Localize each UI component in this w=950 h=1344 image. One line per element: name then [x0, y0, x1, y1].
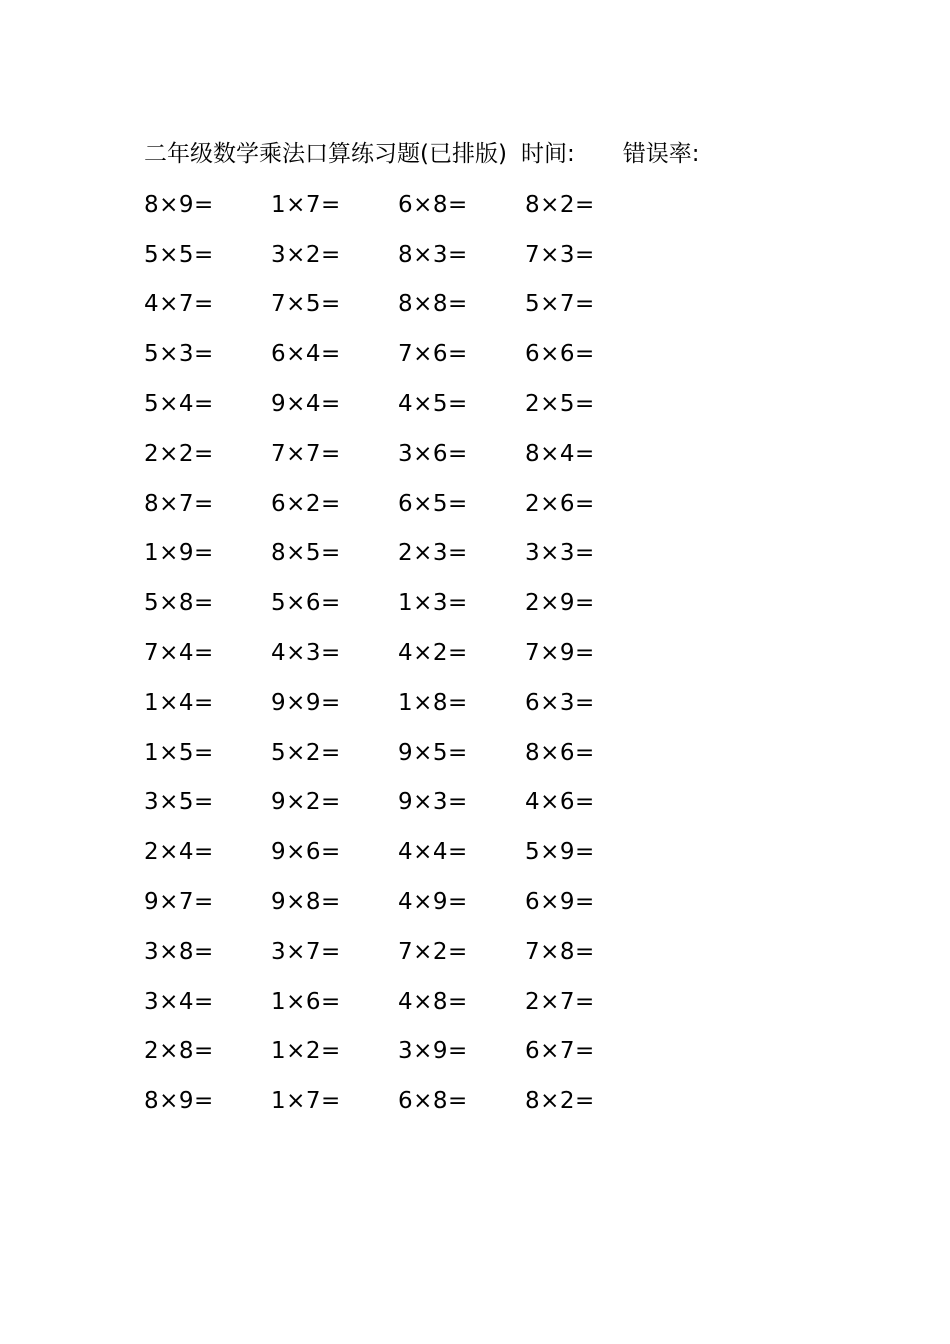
problem-item: 4×9= [398, 889, 468, 916]
problem-item: 6×5= [398, 490, 468, 517]
problem-item: 2×3= [398, 540, 468, 567]
problem-item: 5×4= [144, 391, 214, 418]
problem-row [144, 578, 664, 628]
problem-item: 2×2= [144, 440, 214, 467]
problem-item: 3×8= [144, 938, 214, 965]
problem-item: 5×8= [144, 590, 214, 617]
problem-item: 9×5= [398, 739, 468, 766]
problem-item: 2×8= [144, 1038, 214, 1065]
problem-item: 6×8= [398, 1088, 468, 1115]
problem-item: 4×6= [525, 789, 595, 816]
problem-row [144, 977, 664, 1027]
problem-item: 4×2= [398, 640, 468, 667]
problem-item: 8×6= [525, 739, 595, 766]
problem-row [144, 628, 664, 678]
problem-item: 8×9= [144, 191, 214, 218]
problem-item: 7×6= [398, 341, 468, 368]
problem-item: 6×4= [271, 341, 341, 368]
worksheet-header [144, 134, 699, 168]
problem-item: 9×9= [271, 689, 341, 716]
problem-item: 5×2= [271, 739, 341, 766]
problem-item: 4×7= [144, 291, 214, 318]
problem-item: 5×3= [144, 341, 214, 368]
problem-item: 3×5= [144, 789, 214, 816]
problem-item: 1×5= [144, 739, 214, 766]
problem-row [144, 230, 664, 280]
problem-item: 7×7= [271, 440, 341, 467]
problem-row [144, 180, 664, 230]
problem-item: 9×8= [271, 889, 341, 916]
problem-item: 6×6= [525, 341, 595, 368]
problem-row [144, 1027, 664, 1077]
problem-item: 6×2= [271, 490, 341, 517]
problem-item: 3×3= [525, 540, 595, 567]
problem-item: 7×8= [525, 938, 595, 965]
problem-item: 2×9= [525, 590, 595, 617]
problem-item: 3×7= [271, 938, 341, 965]
problem-row [144, 1076, 664, 1126]
time-label: 时间: [520, 140, 575, 167]
problem-row [144, 429, 664, 479]
problem-row [144, 329, 664, 379]
problem-item: 9×2= [271, 789, 341, 816]
problem-item: 9×6= [271, 839, 341, 866]
problem-item: 9×3= [398, 789, 468, 816]
problem-row [144, 877, 664, 927]
problem-row [144, 280, 664, 330]
problem-row [144, 827, 664, 877]
worksheet-title: 二年级数学乘法口算练习题(已排版) [144, 140, 507, 167]
problem-item: 4×4= [398, 839, 468, 866]
problem-item: 1×7= [271, 191, 341, 218]
problem-item: 8×3= [398, 241, 468, 268]
problem-row [144, 678, 664, 728]
problem-item: 1×7= [271, 1088, 341, 1115]
problem-item: 8×4= [525, 440, 595, 467]
problem-item: 4×5= [398, 391, 468, 418]
problem-item: 7×3= [525, 241, 595, 268]
problem-item: 6×8= [398, 191, 468, 218]
problem-item: 7×9= [525, 640, 595, 667]
problem-item: 8×7= [144, 490, 214, 517]
problem-item: 2×6= [525, 490, 595, 517]
problem-item: 2×5= [525, 391, 595, 418]
problem-item: 8×2= [525, 191, 595, 218]
problem-item: 3×4= [144, 988, 214, 1015]
problem-item: 8×5= [271, 540, 341, 567]
problem-row [144, 778, 664, 828]
problem-item: 7×2= [398, 938, 468, 965]
problem-row [144, 927, 664, 977]
problem-item: 8×8= [398, 291, 468, 318]
problem-item: 8×9= [144, 1088, 214, 1115]
problem-item: 6×9= [525, 889, 595, 916]
error-rate-label: 错误率: [622, 140, 700, 167]
problem-row [144, 728, 664, 778]
problem-item: 4×3= [271, 640, 341, 667]
problem-item: 6×3= [525, 689, 595, 716]
problem-item: 2×4= [144, 839, 214, 866]
problem-item: 5×6= [271, 590, 341, 617]
problem-item: 3×9= [398, 1038, 468, 1065]
problem-item: 5×9= [525, 839, 595, 866]
problem-item: 1×8= [398, 689, 468, 716]
problem-item: 1×3= [398, 590, 468, 617]
problem-row [144, 379, 664, 429]
problem-item: 3×2= [271, 241, 341, 268]
problem-grid [144, 180, 664, 1126]
problem-item: 5×7= [525, 291, 595, 318]
problem-item: 9×7= [144, 889, 214, 916]
problem-item: 2×7= [525, 988, 595, 1015]
problem-item: 3×6= [398, 440, 468, 467]
problem-item: 5×5= [144, 241, 214, 268]
problem-item: 8×2= [525, 1088, 595, 1115]
problem-row [144, 479, 664, 529]
problem-item: 1×6= [271, 988, 341, 1015]
problem-item: 1×4= [144, 689, 214, 716]
problem-item: 1×9= [144, 540, 214, 567]
problem-item: 6×7= [525, 1038, 595, 1065]
problem-item: 1×2= [271, 1038, 341, 1065]
problem-row [144, 529, 664, 579]
problem-item: 4×8= [398, 988, 468, 1015]
problem-item: 7×4= [144, 640, 214, 667]
problem-item: 9×4= [271, 391, 341, 418]
problem-item: 7×5= [271, 291, 341, 318]
